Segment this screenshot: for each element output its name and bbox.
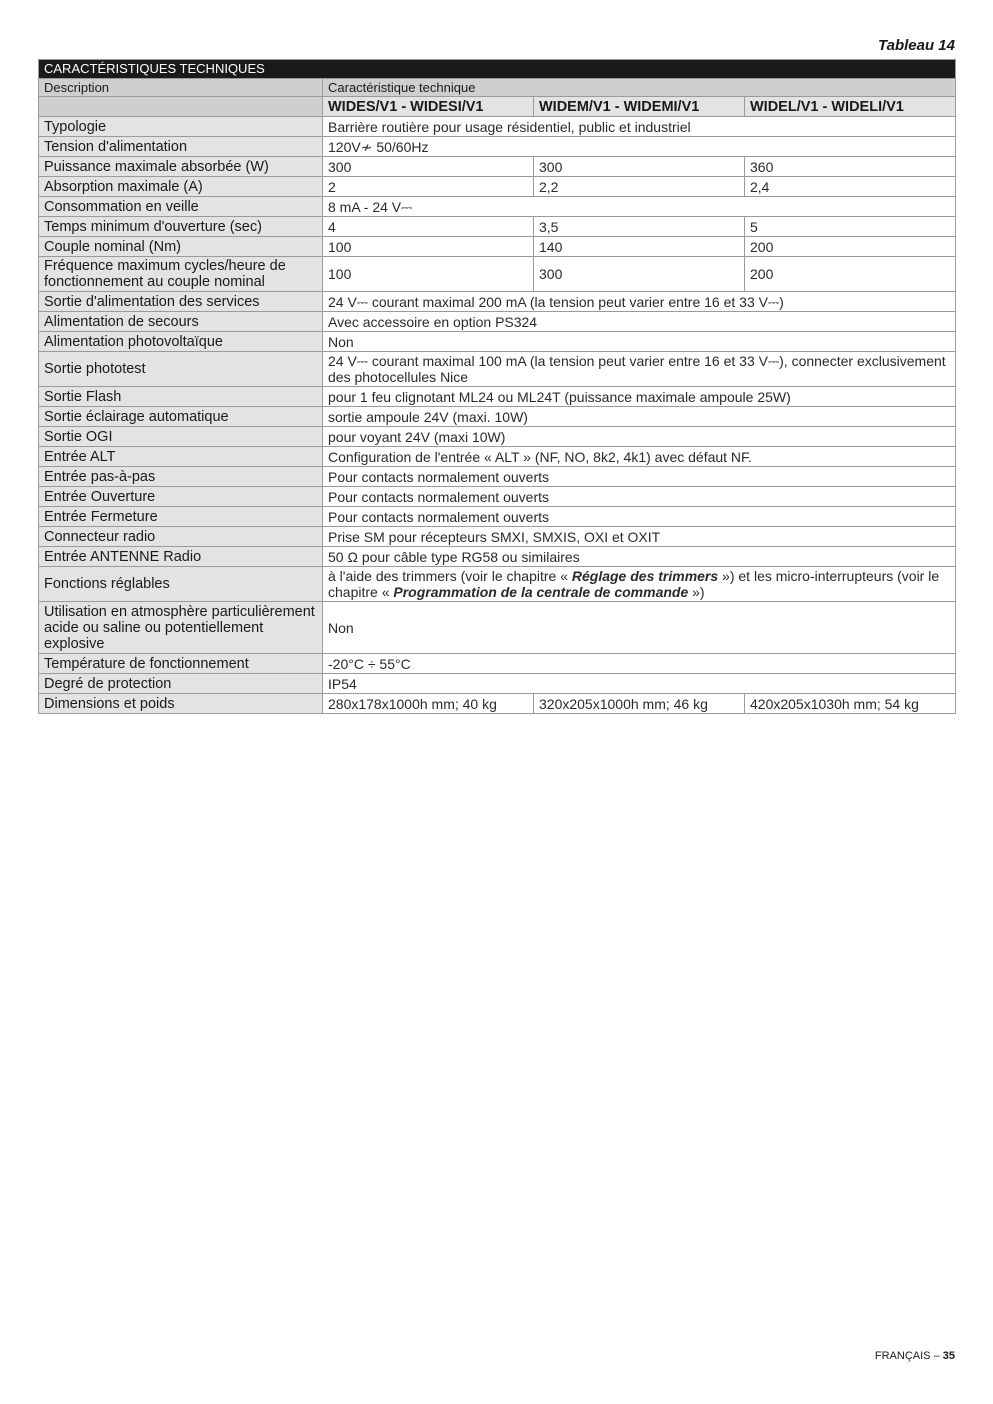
footer-language: FRANÇAIS –: [874, 1350, 943, 1362]
model-header-m: WIDEM/V1 - WIDEMI/V1: [534, 97, 745, 117]
table-row: [39, 527, 956, 547]
row-value: Avec accessoire en option PS324: [323, 312, 956, 332]
text-part: ») et les micro-interrupteurs (voir le chapitre «: [328, 568, 940, 600]
row-value-m: 140: [534, 237, 745, 257]
row-label: Couple nominal (Nm): [39, 237, 323, 257]
row-value-m: 300: [534, 157, 745, 177]
row-value-s: 100: [323, 257, 534, 292]
table-row: [39, 332, 956, 352]
row-value-m: 3,5: [534, 217, 745, 237]
row-value: 120V≁ 50/60Hz: [323, 137, 956, 157]
text-part: à l'aide des trimmers (voir le chapitre «: [328, 568, 572, 584]
table-caption: Tableau 14: [878, 37, 955, 54]
row-value-m: 2,2: [534, 177, 745, 197]
table-row: [39, 157, 956, 177]
table-row: [39, 567, 956, 602]
row-label: Entrée Ouverture: [39, 487, 323, 507]
table-row: [39, 352, 956, 387]
model-header-s: WIDES/V1 - WIDESI/V1: [323, 97, 534, 117]
table-row: [39, 547, 956, 567]
table-row: [39, 177, 956, 197]
row-value-l: 360: [745, 157, 956, 177]
row-value-s: 100: [323, 237, 534, 257]
table-row: [39, 447, 956, 467]
row-value: Non: [323, 602, 956, 654]
row-value-l: 5: [745, 217, 956, 237]
row-label: Dimensions et poids: [39, 694, 323, 714]
chapter-reference-programming: Programmation de la centrale de commande: [393, 584, 689, 600]
row-label: Puissance maximale absorbée (W): [39, 157, 323, 177]
chapter-reference-trimmers: Réglage des trimmers: [571, 568, 719, 584]
table-row: [39, 507, 956, 527]
row-label: Alimentation de secours: [39, 312, 323, 332]
row-label: Entrée ALT: [39, 447, 323, 467]
text-part: »): [688, 584, 705, 600]
row-value-l: 200: [745, 257, 956, 292]
row-value-m: 320x205x1000h mm; 46 kg: [534, 694, 745, 714]
row-value: -20°C ÷ 55°C: [323, 654, 956, 674]
technical-specifications-table: [38, 59, 956, 714]
row-label: Sortie OGI: [39, 427, 323, 447]
row-label: Consommation en veille: [39, 197, 323, 217]
row-label: Sortie d'alimentation des services: [39, 292, 323, 312]
row-label: Sortie phototest: [39, 352, 323, 387]
table-row: [39, 602, 956, 654]
model-header-row: [39, 97, 956, 117]
header-blank-cell: [39, 97, 323, 117]
row-value: 24 V⎓ courant maximal 200 mA (la tension peut varier entre 16 et 33 V⎓): [323, 292, 956, 312]
row-value: Pour contacts normalement ouverts: [323, 467, 956, 487]
table-row: [39, 312, 956, 332]
row-label: Entrée Fermeture: [39, 507, 323, 527]
header-technical-characteristic: Caractéristique technique: [323, 79, 956, 97]
row-value-m: 300: [534, 257, 745, 292]
row-label: Temps minimum d'ouverture (sec): [39, 217, 323, 237]
table-row: [39, 694, 956, 714]
row-label: Degré de protection: [39, 674, 323, 694]
row-value: Barrière routière pour usage résidentiel, public et industriel: [323, 117, 956, 137]
table-row: [39, 237, 956, 257]
table-title-row: [39, 60, 956, 79]
table-row: [39, 217, 956, 237]
row-value: pour voyant 24V (maxi 10W): [323, 427, 956, 447]
row-value: [323, 567, 956, 602]
row-label: Utilisation en atmosphère particulièrement acide ou saline ou potentiellement explosive: [39, 602, 323, 654]
row-label: Alimentation photovoltaïque: [39, 332, 323, 352]
row-value-l: 200: [745, 237, 956, 257]
row-value: pour 1 feu clignotant ML24 ou ML24T (puissance maximale ampoule 25W): [323, 387, 956, 407]
row-label: Fréquence maximum cycles/heure de fonctionnement au couple nominal: [39, 257, 323, 292]
row-value: 24 V⎓ courant maximal 100 mA (la tension peut varier entre 16 et 33 V⎓), connecter exclusivement des photocellules Nice: [323, 352, 956, 387]
row-label: Sortie Flash: [39, 387, 323, 407]
page-number: 35: [942, 1350, 955, 1362]
row-value-s: 300: [323, 157, 534, 177]
table-row: [39, 427, 956, 447]
row-label: Entrée pas-à-pas: [39, 467, 323, 487]
row-value: Pour contacts normalement ouverts: [323, 487, 956, 507]
row-label: Tension d'alimentation: [39, 137, 323, 157]
row-value-l: 420x205x1030h mm; 54 kg: [745, 694, 956, 714]
table-row: [39, 117, 956, 137]
row-value-s: 4: [323, 217, 534, 237]
model-header-l: WIDEL/V1 - WIDELI/V1: [745, 97, 956, 117]
header-row: [39, 79, 956, 97]
row-value: Configuration de l'entrée « ALT » (NF, NO, 8k2, 4k1) avec défaut NF.: [323, 447, 956, 467]
row-value: sortie ampoule 24V (maxi. 10W): [323, 407, 956, 427]
row-value-s: 2: [323, 177, 534, 197]
row-label: Typologie: [39, 117, 323, 137]
header-description: Description: [39, 79, 323, 97]
row-value: IP54: [323, 674, 956, 694]
row-value: Non: [323, 332, 956, 352]
row-label: Fonctions réglables: [39, 567, 323, 602]
table-row: [39, 387, 956, 407]
row-value: 8 mA - 24 V⎓: [323, 197, 956, 217]
row-label: Sortie éclairage automatique: [39, 407, 323, 427]
table-row: [39, 674, 956, 694]
row-value: 50 Ω pour câble type RG58 ou similaires: [323, 547, 956, 567]
table-row: [39, 137, 956, 157]
row-label: Connecteur radio: [39, 527, 323, 547]
row-label: Température de fonctionnement: [39, 654, 323, 674]
table-row: [39, 654, 956, 674]
table-row: [39, 487, 956, 507]
row-value-l: 2,4: [745, 177, 956, 197]
row-value-s: 280x178x1000h mm; 40 kg: [323, 694, 534, 714]
table-row: [39, 407, 956, 427]
table-title: CARACTÉRISTIQUES TECHNIQUES: [39, 60, 956, 79]
row-value: Prise SM pour récepteurs SMXI, SMXIS, OXI et OXIT: [323, 527, 956, 547]
table-row: [39, 467, 956, 487]
row-value: Pour contacts normalement ouverts: [323, 507, 956, 527]
table-row: [39, 257, 956, 292]
table-row: [39, 197, 956, 217]
page-footer: [875, 1350, 955, 1362]
table-row: [39, 292, 956, 312]
row-label: Entrée ANTENNE Radio: [39, 547, 323, 567]
row-label: Absorption maximale (A): [39, 177, 323, 197]
